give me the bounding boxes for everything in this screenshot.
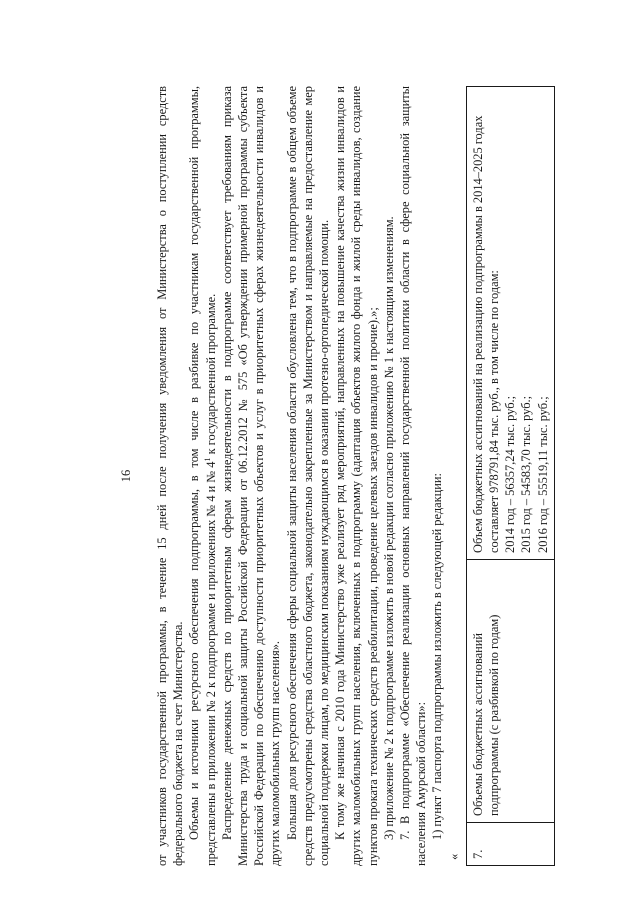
value-line: 2014 год – 56357,24 тыс. руб.; (503, 395, 518, 553)
paragraph-7: 7. В подпрограмме «Обеспечение реализации основных направлений государственной политики области в сфере социальной защиты населения Амурской области»: (398, 86, 429, 866)
document-body (154, 86, 555, 866)
superscript: 1 (202, 457, 212, 462)
paragraph-8: 1) пункт 7 паспорта подпрограммы изложить в следующей редакции: (430, 473, 445, 840)
passport-table (466, 86, 555, 866)
row-name-cell: Объемы бюджетных ассигнований подпрограммы (с разбивкой по годам) (466, 560, 554, 823)
opening-quote: « (446, 853, 461, 860)
value-line: Объем бюджетных ассигнований на реализацию подпрограммы в 2014–2025 годах составляет 978791,84 тыс. руб., в том числе по годам: (470, 115, 502, 553)
row-value-cell (466, 87, 554, 560)
row-number-cell: 7. (466, 823, 554, 866)
paragraph-5: К тому же начиная с 2010 года Министерство уже реализует ряд мероприятий, направленных на повышение качества жизни инвалидов и других маломобильных групп населения, включенных в подпрограмму (адаптация объектов жилого фонда и жилой среды инвалидов, создание пунктов проката технических средств реабилитации, проведение целевых заездов инвалидов и прочие).»; (333, 86, 380, 866)
value-line: 2016 год – 55519,11 тыс. руб.; (535, 396, 550, 553)
paragraph-6: 3) приложение № 2 к подпрограмме изложить в новой редакции согласно приложению № 1 к настоящим изменениям. (381, 216, 396, 840)
paragraph-1: от участников государственной программы, в течение 15 дней после получения уведомления от Министерства о поступлении средств федерального бюджета на счет Министерства. (155, 86, 186, 866)
paragraph-4: Большая доля ресурсного обеспечения сферы социальной защиты населения области обусловлена тем, что в подпрограмме в общем объеме средств предусмотрены средства областного бюджета, законодательно закрепленные за Министерством и направляемые на предоставление мер социальной поддержки лицам, по медицинским показаниям нуждающимся в оказании протезно-ортопедической помощи. (284, 86, 332, 866)
document-page (118, 86, 558, 866)
value-line: 2015 год – 54583,70 тыс. руб.; (519, 395, 534, 553)
paragraph-2-text: Объемы и источники ресурсного обеспечения подпрограммы, в том числе в разбивке по участникам государственной программы, представлены в приложении № 2 к подпрограмме и приложениях № 4 и № 4 (187, 86, 218, 866)
paragraph-2-tail: к государственной программе. (203, 293, 218, 458)
table-row (466, 87, 554, 866)
page-number: 16 (119, 469, 133, 483)
paragraph-2 (186, 86, 218, 866)
paragraph-3: Распределение денежных средств по приоритетным сферам жизнедеятельности в подпрограмме соответствует требованиям приказа Министерства труда и социальной защиты Российской Федерации от 06.12.2012 № 575 «Об утверждении примерной программы субъекта Российской Федерации по обеспечению доступности приоритетных объектов и услуг в приоритетных сферах жизнедеятельности инвалидов и других маломобильных групп населения». (219, 86, 283, 866)
